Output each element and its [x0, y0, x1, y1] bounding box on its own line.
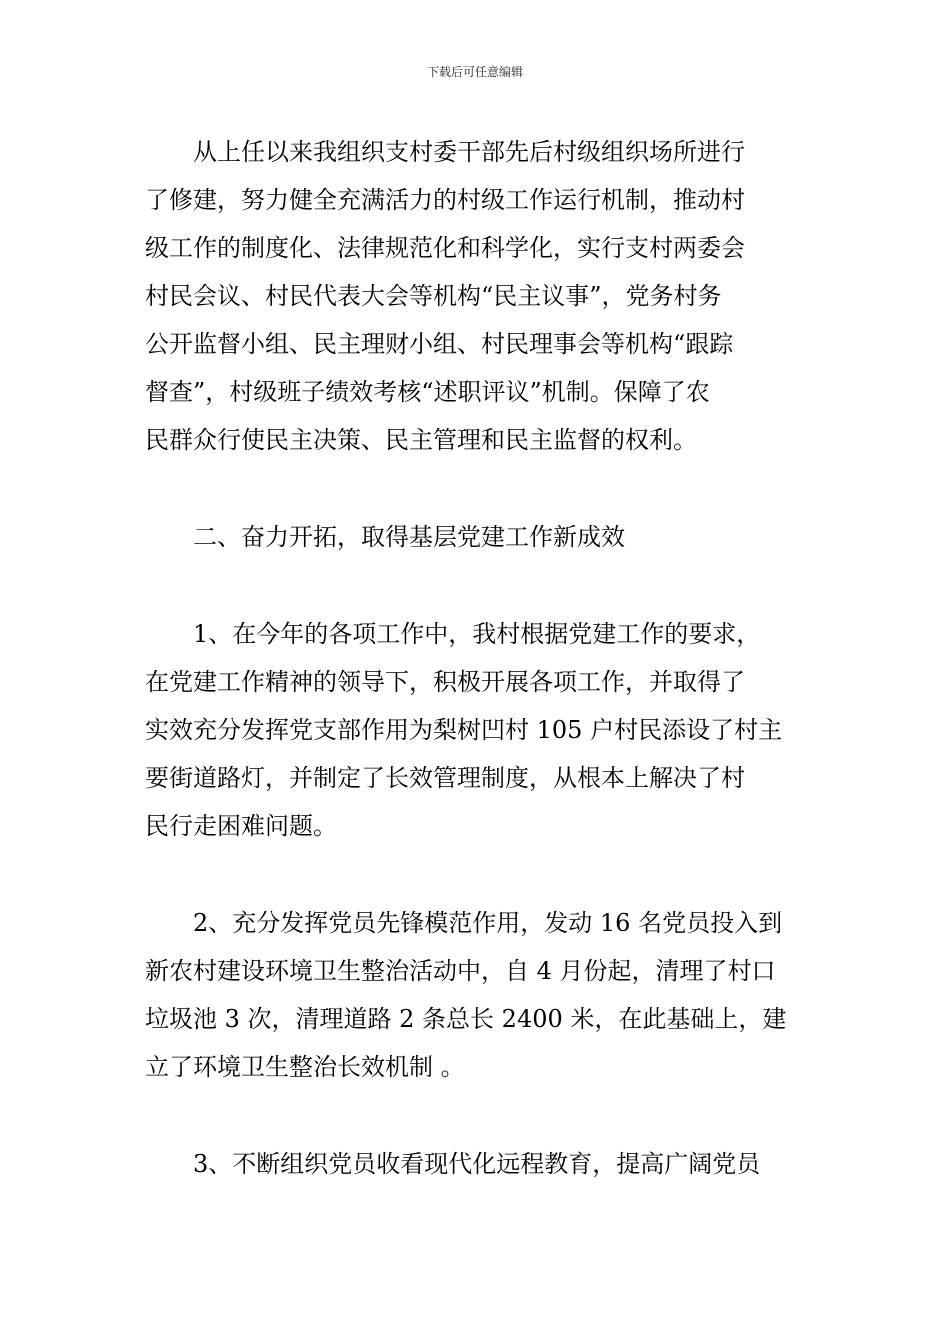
paragraph-line: 2、充分发挥党员先锋模范作用，发动 16 名党员投入到	[193, 909, 783, 937]
section-heading: 二、奋力开拓，取得基层党建工作新成效	[193, 523, 625, 551]
paragraph-gap	[145, 850, 807, 899]
paragraph-line: 公开监督小组、民主理财小组、村民理事会等机构“跟踪	[145, 330, 734, 358]
paragraph-gap	[145, 561, 807, 610]
paragraph-line: 1、在今年的各项工作中，我村根据党建工作的要求，	[193, 620, 761, 648]
paragraph-line: 级工作的制度化、法律规范化和科学化，实行支村两委会	[145, 234, 745, 262]
document-body	[145, 128, 807, 1188]
paragraph-line: 垃圾池 3 次，清理道路 2 条总长 2400 米，在此基础上，建	[145, 1005, 787, 1033]
paragraph-gap	[145, 1091, 807, 1140]
paragraph-line: 了修建，努力健全充满活力的村级工作运行机制，推动村	[145, 186, 745, 214]
paragraph-gap	[145, 464, 807, 513]
paragraph-line: 民行走困难问题。	[145, 812, 337, 840]
paragraph-line: 要街道路灯，并制定了长效管理制度，从根本上解决了村	[145, 764, 745, 792]
paragraph-line: 民群众行使民主决策、民主管理和民主监督的权利。	[145, 426, 697, 454]
paragraph-line: 3、不断组织党员收看现代化远程教育，提高广阔党员	[193, 1150, 761, 1178]
paragraph-line: 督查”，村级班子绩效考核“述职评议”机制。保障了农	[145, 378, 710, 406]
page-header: 下载后可任意编辑	[426, 65, 523, 79]
paragraph-line: 在党建工作精神的领导下，积极开展各项工作，并取得了	[145, 668, 745, 696]
paragraph-line: 实效充分发挥党支部作用为梨树凹村 105 户村民添设了村主	[145, 716, 783, 744]
paragraph-line: 新农村建设环境卫生整治活动中，自 4 月份起，清理了村口	[145, 957, 776, 985]
paragraph-line: 立了环境卫生整治长效机制 。	[145, 1053, 465, 1081]
paragraph-line: 村民会议、村民代表大会等机构“民主议事”，党务村务	[145, 282, 722, 310]
paragraph-line: 从上任以来我组织支村委干部先后村级组织场所进行	[193, 138, 745, 166]
